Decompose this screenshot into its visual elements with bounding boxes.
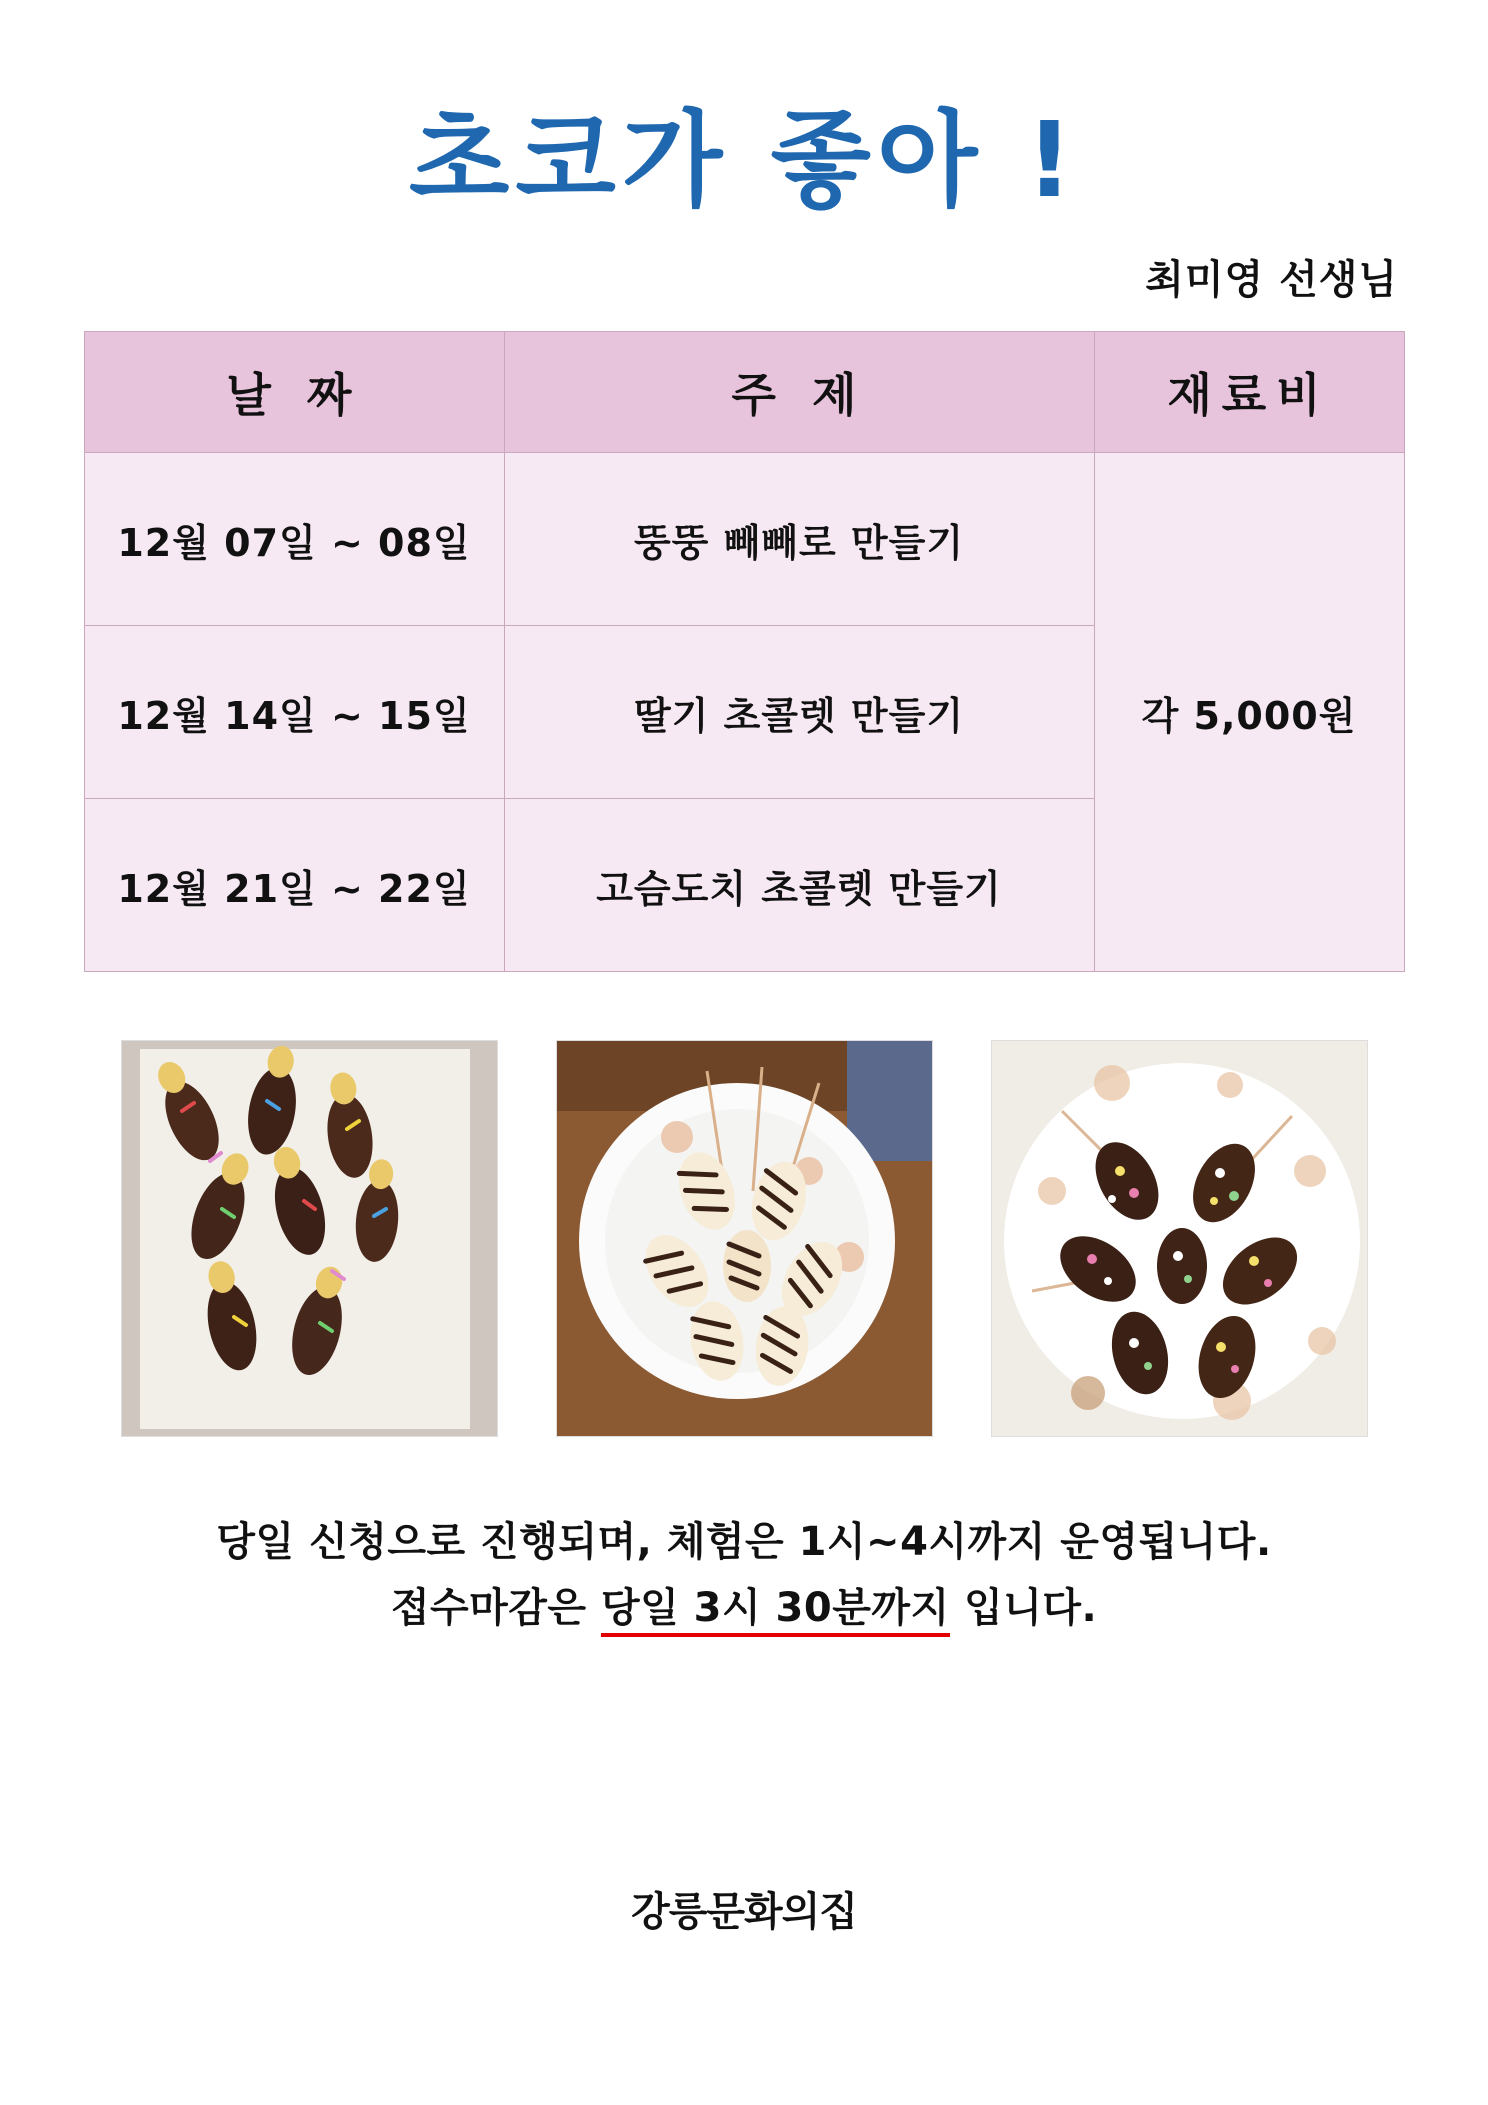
notice-line-2-prefix: 접수마감은 (390, 1585, 601, 1631)
column-header-topic: 주 제 (504, 332, 1094, 453)
notice-line-1: 당일 신청으로 진행되며, 체험은 1시~4시까지 운영됩니다. (216, 1519, 1272, 1565)
photo-hedgehog-chocolate-plate (991, 1040, 1368, 1437)
notice-line-2 (80, 1575, 1408, 1641)
cell-topic: 고슴도치 초콜렛 만들기 (504, 799, 1094, 972)
schedule-table (84, 331, 1405, 972)
cell-topic: 딸기 초콜렛 만들기 (504, 626, 1094, 799)
cell-date: 12월 21일 ~ 22일 (84, 799, 504, 972)
cell-fee: 각 5,000원 (1094, 453, 1404, 972)
instructor-name: 최미영 선생님 (1145, 257, 1398, 303)
notice-deadline-highlight: 당일 3시 30분까지 (601, 1585, 950, 1637)
organization-name: 강릉문화의집 (631, 1889, 857, 1935)
table-row (84, 453, 1404, 626)
photo-white-chocolate-plate (556, 1040, 933, 1437)
notice-text (80, 1509, 1408, 1641)
table-header-row (84, 332, 1404, 453)
cell-date: 12월 14일 ~ 15일 (84, 626, 504, 799)
cell-date: 12월 07일 ~ 08일 (84, 453, 504, 626)
page-title: 초코가 좋아 ! (408, 99, 1080, 221)
column-header-date: 날 짜 (84, 332, 504, 453)
notice-line-2-suffix: 입니다. (949, 1585, 1098, 1631)
photo-pepero-tray (121, 1040, 498, 1437)
column-header-fee: 재료비 (1094, 332, 1404, 453)
photo-gallery (80, 1040, 1408, 1437)
cell-topic: 뚱뚱 빼빼로 만들기 (504, 453, 1094, 626)
